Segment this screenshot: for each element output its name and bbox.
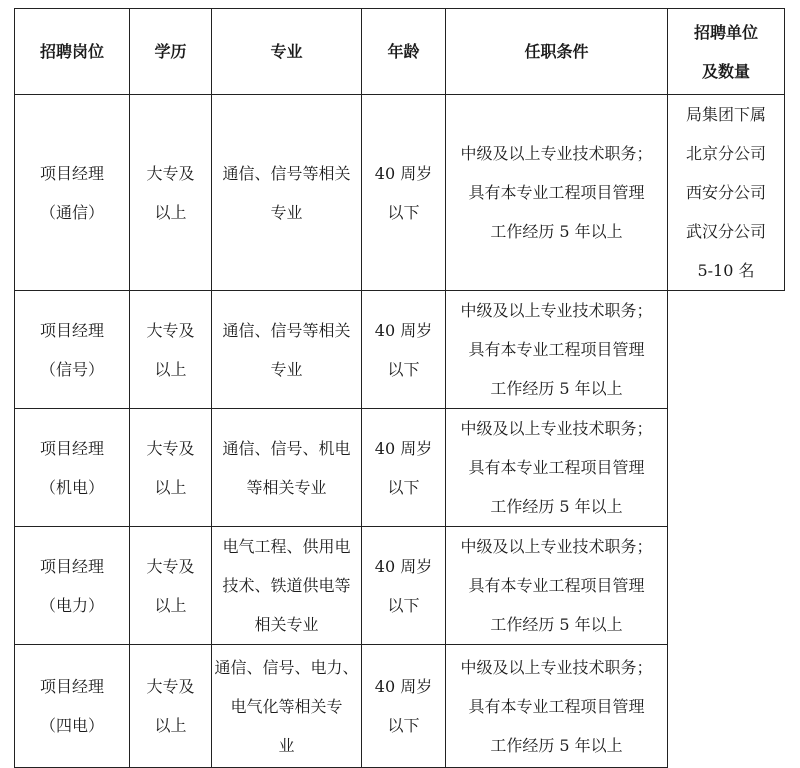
requirements-line: 具有本专业工程项目管理 — [468, 458, 645, 477]
requirements-line: 具有本专业工程项目管理 — [468, 696, 645, 716]
education-line: 以上 — [154, 595, 187, 615]
unit-line: 西安分公司 — [685, 183, 766, 202]
age-line: 40 周岁 — [374, 556, 433, 576]
table-row — [15, 527, 785, 645]
education-line: 大专及 — [146, 320, 195, 340]
table-row — [15, 291, 785, 409]
position-line: 项目经理 — [39, 163, 104, 183]
major-cell — [212, 527, 362, 645]
position-cell — [15, 291, 130, 409]
education-line: 以上 — [154, 477, 187, 497]
major-line: 专业 — [270, 202, 303, 222]
position-cell — [15, 527, 130, 645]
requirements-line: 工作经历 5 年以上 — [490, 222, 623, 241]
requirements-line: 中级及以上专业技术职务； — [460, 537, 653, 556]
table-row — [15, 95, 785, 291]
position-line: （机电） — [39, 477, 104, 497]
education-line: 以上 — [154, 716, 187, 735]
position-cell — [15, 95, 130, 291]
requirements-line: 具有本专业工程项目管理 — [468, 576, 645, 595]
position-line: （通信） — [39, 202, 104, 222]
unit-line: 北京分公司 — [685, 144, 766, 163]
age-line: 以下 — [387, 202, 420, 222]
age-cell — [362, 645, 446, 768]
requirements-line: 中级及以上专业技术职务； — [460, 657, 653, 677]
education-cell — [130, 291, 212, 409]
major-line: 通信、信号等相关 — [222, 163, 351, 183]
table-row — [15, 645, 785, 768]
position-line: 项目经理 — [39, 320, 104, 340]
position-line: 项目经理 — [39, 677, 104, 696]
position-line: （信号） — [39, 359, 104, 379]
unit-line: 武汉分公司 — [685, 222, 766, 241]
age-cell — [362, 291, 446, 409]
education-line: 大专及 — [146, 438, 195, 458]
education-line: 大专及 — [146, 163, 195, 183]
requirements-line: 具有本专业工程项目管理 — [468, 340, 645, 359]
major-line: 电气工程、供用电 — [222, 537, 351, 556]
age-line: 40 周岁 — [374, 677, 433, 696]
requirements-line: 中级及以上专业技术职务； — [460, 301, 653, 320]
major-line: 专业 — [270, 359, 303, 379]
education-line: 大专及 — [146, 677, 195, 696]
header-major: 专业 — [212, 9, 362, 95]
requirements-line: 工作经历 5 年以上 — [490, 379, 623, 398]
header-requirements: 任职条件 — [446, 9, 668, 95]
unit-line: 局集团下属 — [685, 105, 766, 124]
requirements-cell — [446, 291, 668, 409]
requirements-cell — [446, 409, 668, 527]
table-row — [15, 409, 785, 527]
education-cell — [130, 95, 212, 291]
unit-line: 5-10 名 — [697, 261, 755, 280]
major-line: 通信、信号、电力、 — [214, 657, 359, 677]
education-line: 以上 — [154, 359, 187, 379]
requirements-cell — [446, 95, 668, 291]
age-cell — [362, 409, 446, 527]
age-line: 40 周岁 — [374, 320, 433, 340]
header-row — [15, 9, 785, 95]
age-line: 以下 — [387, 477, 420, 497]
recruiting-unit-cell — [668, 95, 785, 291]
education-cell — [130, 645, 212, 768]
major-cell — [212, 95, 362, 291]
major-line: 业 — [278, 735, 295, 755]
major-line: 技术、铁道供电等 — [222, 576, 351, 595]
position-line: （四电） — [39, 716, 104, 735]
requirements-line: 工作经历 5 年以上 — [490, 615, 623, 634]
major-line: 等相关专业 — [246, 477, 327, 497]
header-unit-line1: 招聘单位 — [693, 22, 758, 42]
major-line: 电气化等相关专 — [230, 696, 343, 716]
major-cell — [212, 645, 362, 768]
major-line: 通信、信号、机电 — [222, 438, 351, 458]
education-line: 以上 — [154, 202, 187, 222]
major-cell — [212, 409, 362, 527]
age-cell — [362, 95, 446, 291]
education-line: 大专及 — [146, 556, 195, 576]
position-cell — [15, 409, 130, 527]
requirements-cell — [446, 645, 668, 768]
major-line: 相关专业 — [254, 615, 319, 634]
header-age: 年龄 — [362, 9, 446, 95]
age-line: 40 周岁 — [374, 163, 433, 183]
header-unit — [668, 9, 785, 95]
requirements-cell — [446, 527, 668, 645]
age-line: 以下 — [387, 716, 420, 735]
requirements-line: 中级及以上专业技术职务； — [460, 419, 653, 438]
requirements-line: 具有本专业工程项目管理 — [468, 183, 645, 202]
position-line: 项目经理 — [39, 556, 104, 576]
position-cell — [15, 645, 130, 768]
position-line: 项目经理 — [39, 438, 104, 458]
age-line: 以下 — [387, 359, 420, 379]
header-position: 招聘岗位 — [15, 9, 130, 95]
education-cell — [130, 409, 212, 527]
header-unit-line2: 及数量 — [701, 61, 750, 81]
major-cell — [212, 291, 362, 409]
requirements-line: 工作经历 5 年以上 — [490, 735, 623, 755]
age-line: 40 周岁 — [374, 438, 433, 458]
age-cell — [362, 527, 446, 645]
education-cell — [130, 527, 212, 645]
requirements-line: 中级及以上专业技术职务； — [460, 144, 653, 163]
requirements-line: 工作经历 5 年以上 — [490, 497, 623, 516]
header-education: 学历 — [130, 9, 212, 95]
age-line: 以下 — [387, 595, 420, 615]
position-line: （电力） — [39, 595, 104, 615]
recruitment-table — [14, 8, 785, 768]
major-line: 通信、信号等相关 — [222, 320, 351, 340]
